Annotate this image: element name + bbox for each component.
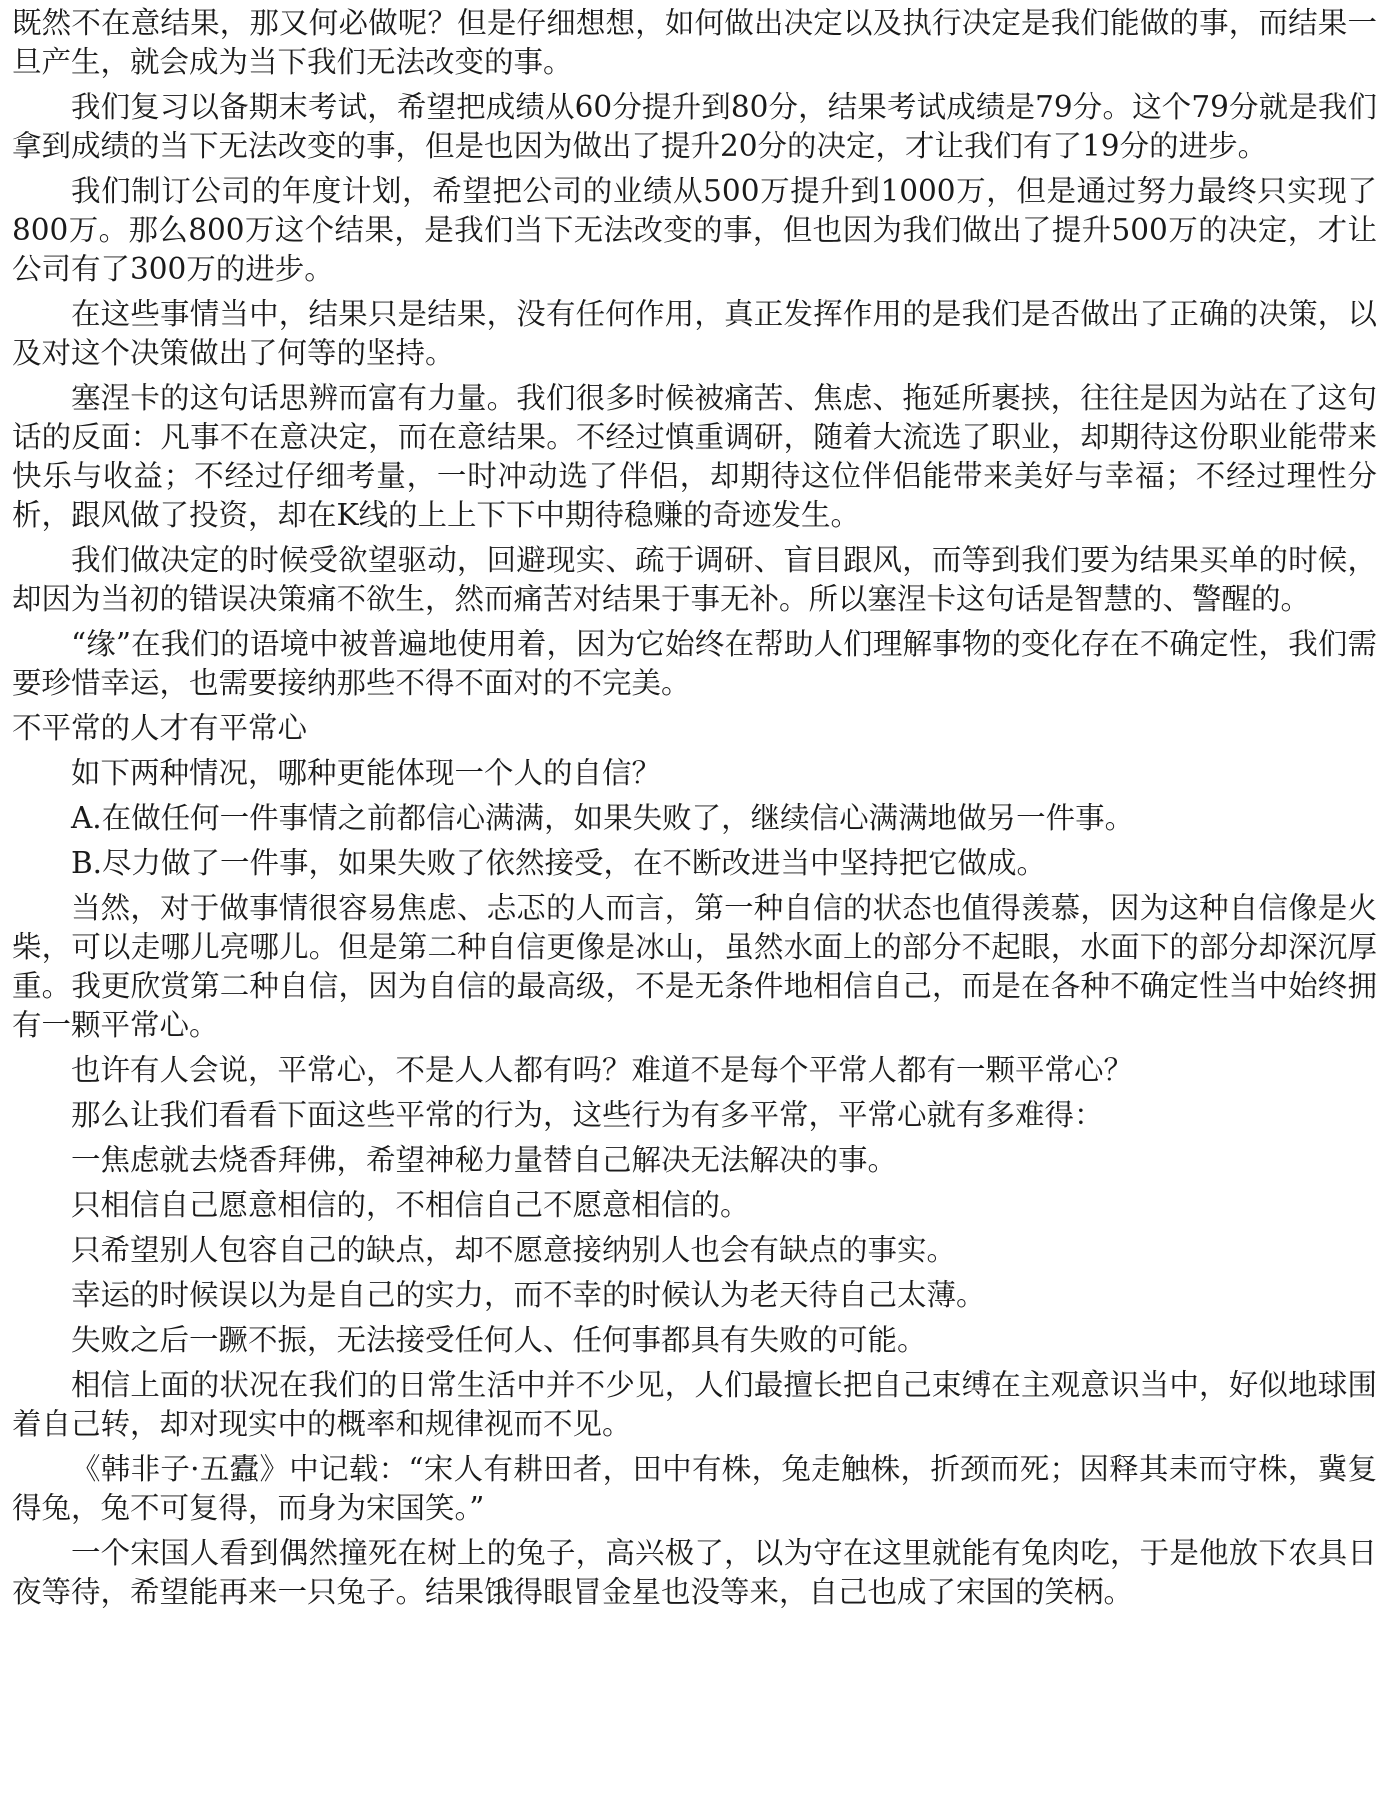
paragraph-5: 塞涅卡的这句话思辨而富有力量。我们很多时候被痛苦、焦虑、拖延所裹挟，往往是因为站在了这句话的反面：凡事不在意决定，而在意结果。不经过慎重调研，随着大流选了职业，却期待这份职业能带来快乐与收益；不经过仔细考量，一时冲动选了伴侣，却期待这位伴侣能带来美好与幸福；不经过理性分析，跟风做了投资，却在K线的上上下下中期待稳赚的奇迹发生。 xyxy=(12,381,1377,532)
section-paragraph-2: A.在做任何一件事情之前都信心满满，如果失败了，继续信心满满地做另一件事。 xyxy=(71,801,1135,835)
section-paragraph-12: 相信上面的状况在我们的日常生活中并不少见，人们最擅长把自己束缚在主观意识当中，好似地球围着自己转，却对现实中的概率和规律视而不见。 xyxy=(12,1368,1377,1441)
paragraph-3: 我们制订公司的年度计划，希望把公司的业绩从500万提升到1000万，但是通过努力最终只实现了800万。那么800万这个结果，是我们当下无法改变的事，但也因为我们做出了提升500万的决定，才让公司有了300万的进步。 xyxy=(12,174,1377,286)
paragraph-4: 在这些事情当中，结果只是结果，没有任何作用，真正发挥作用的是我们是否做出了正确的决策，以及对这个决策做出了何等的坚持。 xyxy=(12,297,1377,370)
paragraph-7: “缘”在我们的语境中被普遍地使用着，因为它始终在帮助人们理解事物的变化存在不确定性，我们需要珍惜幸运，也需要接纳那些不得不面对的不完美。 xyxy=(12,627,1377,700)
document-page xyxy=(12,4,1377,1618)
section-paragraph-7: 一焦虑就去烧香拜佛，希望神秘力量替自己解决无法解决的事。 xyxy=(71,1143,898,1177)
section-paragraph-8: 只相信自己愿意相信的，不相信自己不愿意相信的。 xyxy=(71,1188,750,1222)
section-paragraph-11: 失败之后一蹶不振，无法接受任何人、任何事都具有失败的可能。 xyxy=(71,1323,927,1357)
paragraph-2: 我们复习以备期末考试，希望把成绩从60分提升到80分，结果考试成绩是79分。这个79分就是我们拿到成绩的当下无法改变的事，但是也因为做出了提升20分的决定，才让我们有了19分的进步。 xyxy=(12,90,1377,163)
section-paragraph-1: 如下两种情况，哪种更能体现一个人的自信？ xyxy=(71,756,662,790)
section-paragraph-6: 那么让我们看看下面这些平常的行为，这些行为有多平常，平常心就有多难得： xyxy=(71,1098,1104,1132)
section-paragraph-4: 当然，对于做事情很容易焦虑、忐忑的人而言，第一种自信的状态也值得羡慕，因为这种自信像是火柴，可以走哪儿亮哪儿。但是第二种自信更像是冰山，虽然水面上的部分不起眼，水面下的部分却深沉厚重。我更欣赏第二种自信，因为自信的最高级，不是无条件地相信自己，而是在各种不确定性当中始终拥有一颗平常心。 xyxy=(12,891,1377,1042)
section-paragraph-13: 《韩非子·五蠹》中记载：“宋人有耕田者，田中有株，兔走触株，折颈而死；因释其耒而守株，冀复得兔，兔不可复得，而身为宋国笑。” xyxy=(12,1452,1377,1525)
section-title: 不平常的人才有平常心 xyxy=(12,711,308,745)
paragraph-1: 既然不在意结果，那又何必做呢？但是仔细想想，如何做出决定以及执行决定是我们能做的事，而结果一旦产生，就会成为当下我们无法改变的事。 xyxy=(12,6,1377,79)
section-paragraph-5: 也许有人会说，平常心，不是人人都有吗？难道不是每个平常人都有一颗平常心？ xyxy=(71,1053,1134,1087)
section-paragraph-10: 幸运的时候误以为是自己的实力，而不幸的时候认为老天待自己太薄。 xyxy=(71,1278,986,1312)
section-paragraph-3: B.尽力做了一件事，如果失败了依然接受，在不断改进当中坚持把它做成。 xyxy=(71,846,1047,880)
paragraph-6: 我们做决定的时候受欲望驱动，回避现实、疏于调研、盲目跟风，而等到我们要为结果买单的时候，却因为当初的错误决策痛不欲生，然而痛苦对结果于事无补。所以塞涅卡这句话是智慧的、警醒的。 xyxy=(12,543,1377,616)
section-paragraph-9: 只希望别人包容自己的缺点，却不愿意接纳别人也会有缺点的事实。 xyxy=(71,1233,957,1267)
section-paragraph-14: 一个宋国人看到偶然撞死在树上的兔子，高兴极了，以为守在这里就能有兔肉吃，于是他放下农具日夜等待，希望能再来一只兔子。结果饿得眼冒金星也没等来，自己也成了宋国的笑柄。 xyxy=(12,1536,1377,1609)
